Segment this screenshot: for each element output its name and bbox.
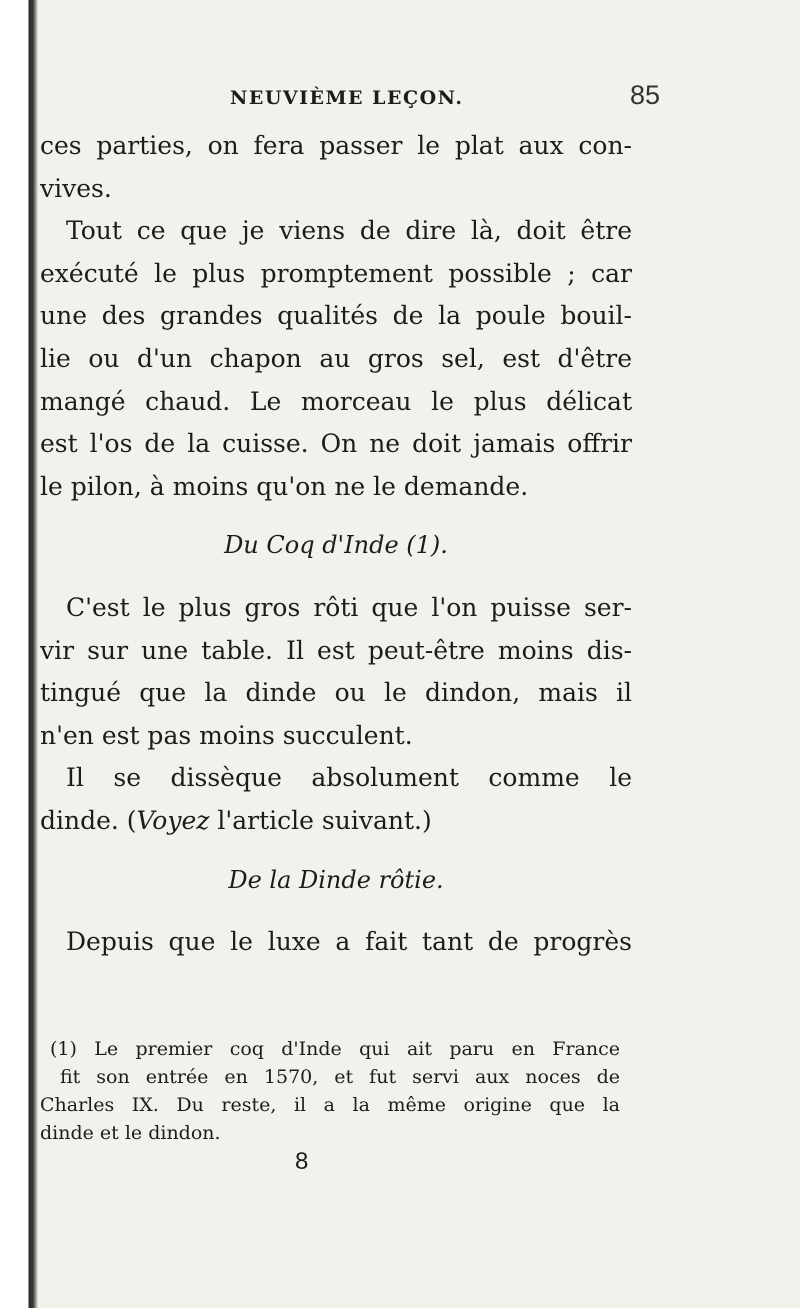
text-line: vives. bbox=[40, 173, 112, 203]
text-line: une des grandes qualités de la poule bouil- bbox=[40, 301, 632, 331]
text-line: Il se dissèque absolument comme le bbox=[66, 763, 632, 793]
text-fragment: dinde. ( bbox=[40, 805, 137, 835]
footnote-line: Charles IX. Du reste, il a la même origine que la bbox=[40, 1094, 620, 1116]
section-heading-coq-d-inde: Du Coq d'Inde (1). bbox=[224, 531, 448, 560]
page-header bbox=[40, 80, 660, 111]
italic-voyez: Voyez bbox=[136, 805, 210, 835]
text-line: lie ou d'un chapon au gros sel, est d'être bbox=[40, 343, 632, 373]
book-binding-edge bbox=[0, 0, 38, 1308]
text-line: est l'os de la cuisse. On ne doit jamais offrir bbox=[40, 429, 632, 459]
text-line: n'en est pas moins succulent. bbox=[40, 720, 413, 750]
text-line: le pilon, à moins qu'on ne le demande. bbox=[40, 471, 529, 501]
footnote-line: fit son entrée en 1570, et fut servi aux noces de bbox=[60, 1066, 620, 1088]
text-line: C'est le plus gros rôti que l'on puisse ser- bbox=[66, 592, 632, 622]
signature-mark: 8 bbox=[295, 1148, 309, 1175]
body-text bbox=[40, 125, 632, 964]
text-line: Depuis que le luxe a fait tant de progrès bbox=[66, 927, 632, 957]
footnote-line: dinde et le dindon. bbox=[40, 1122, 221, 1144]
text-fragment: l'article suivant.) bbox=[209, 805, 432, 835]
page-number: 85 bbox=[629, 80, 660, 110]
text-line-voyez bbox=[40, 800, 632, 843]
text-line: tingué que la dinde ou le dindon, mais il bbox=[40, 678, 632, 708]
text-line: mangé chaud. Le morceau le plus délicat bbox=[40, 386, 632, 416]
text-line: ces parties, on fera passer le plat aux con- bbox=[40, 131, 632, 160]
book-page bbox=[40, 0, 770, 1308]
footnote bbox=[40, 1035, 620, 1147]
footnote-line: (1) Le premier coq d'Inde qui ait paru en France bbox=[50, 1038, 620, 1060]
section-heading-dinde-rotie: De la Dinde rôtie. bbox=[228, 865, 444, 894]
text-line: Tout ce que je viens de dire là, doit être bbox=[66, 216, 632, 246]
running-title: NEUVIÈME LEÇON. bbox=[230, 87, 464, 109]
text-line: vir sur une table. Il est peut-être moins dis- bbox=[40, 635, 632, 665]
text-line: exécuté le plus promptement possible ; car bbox=[40, 258, 632, 288]
